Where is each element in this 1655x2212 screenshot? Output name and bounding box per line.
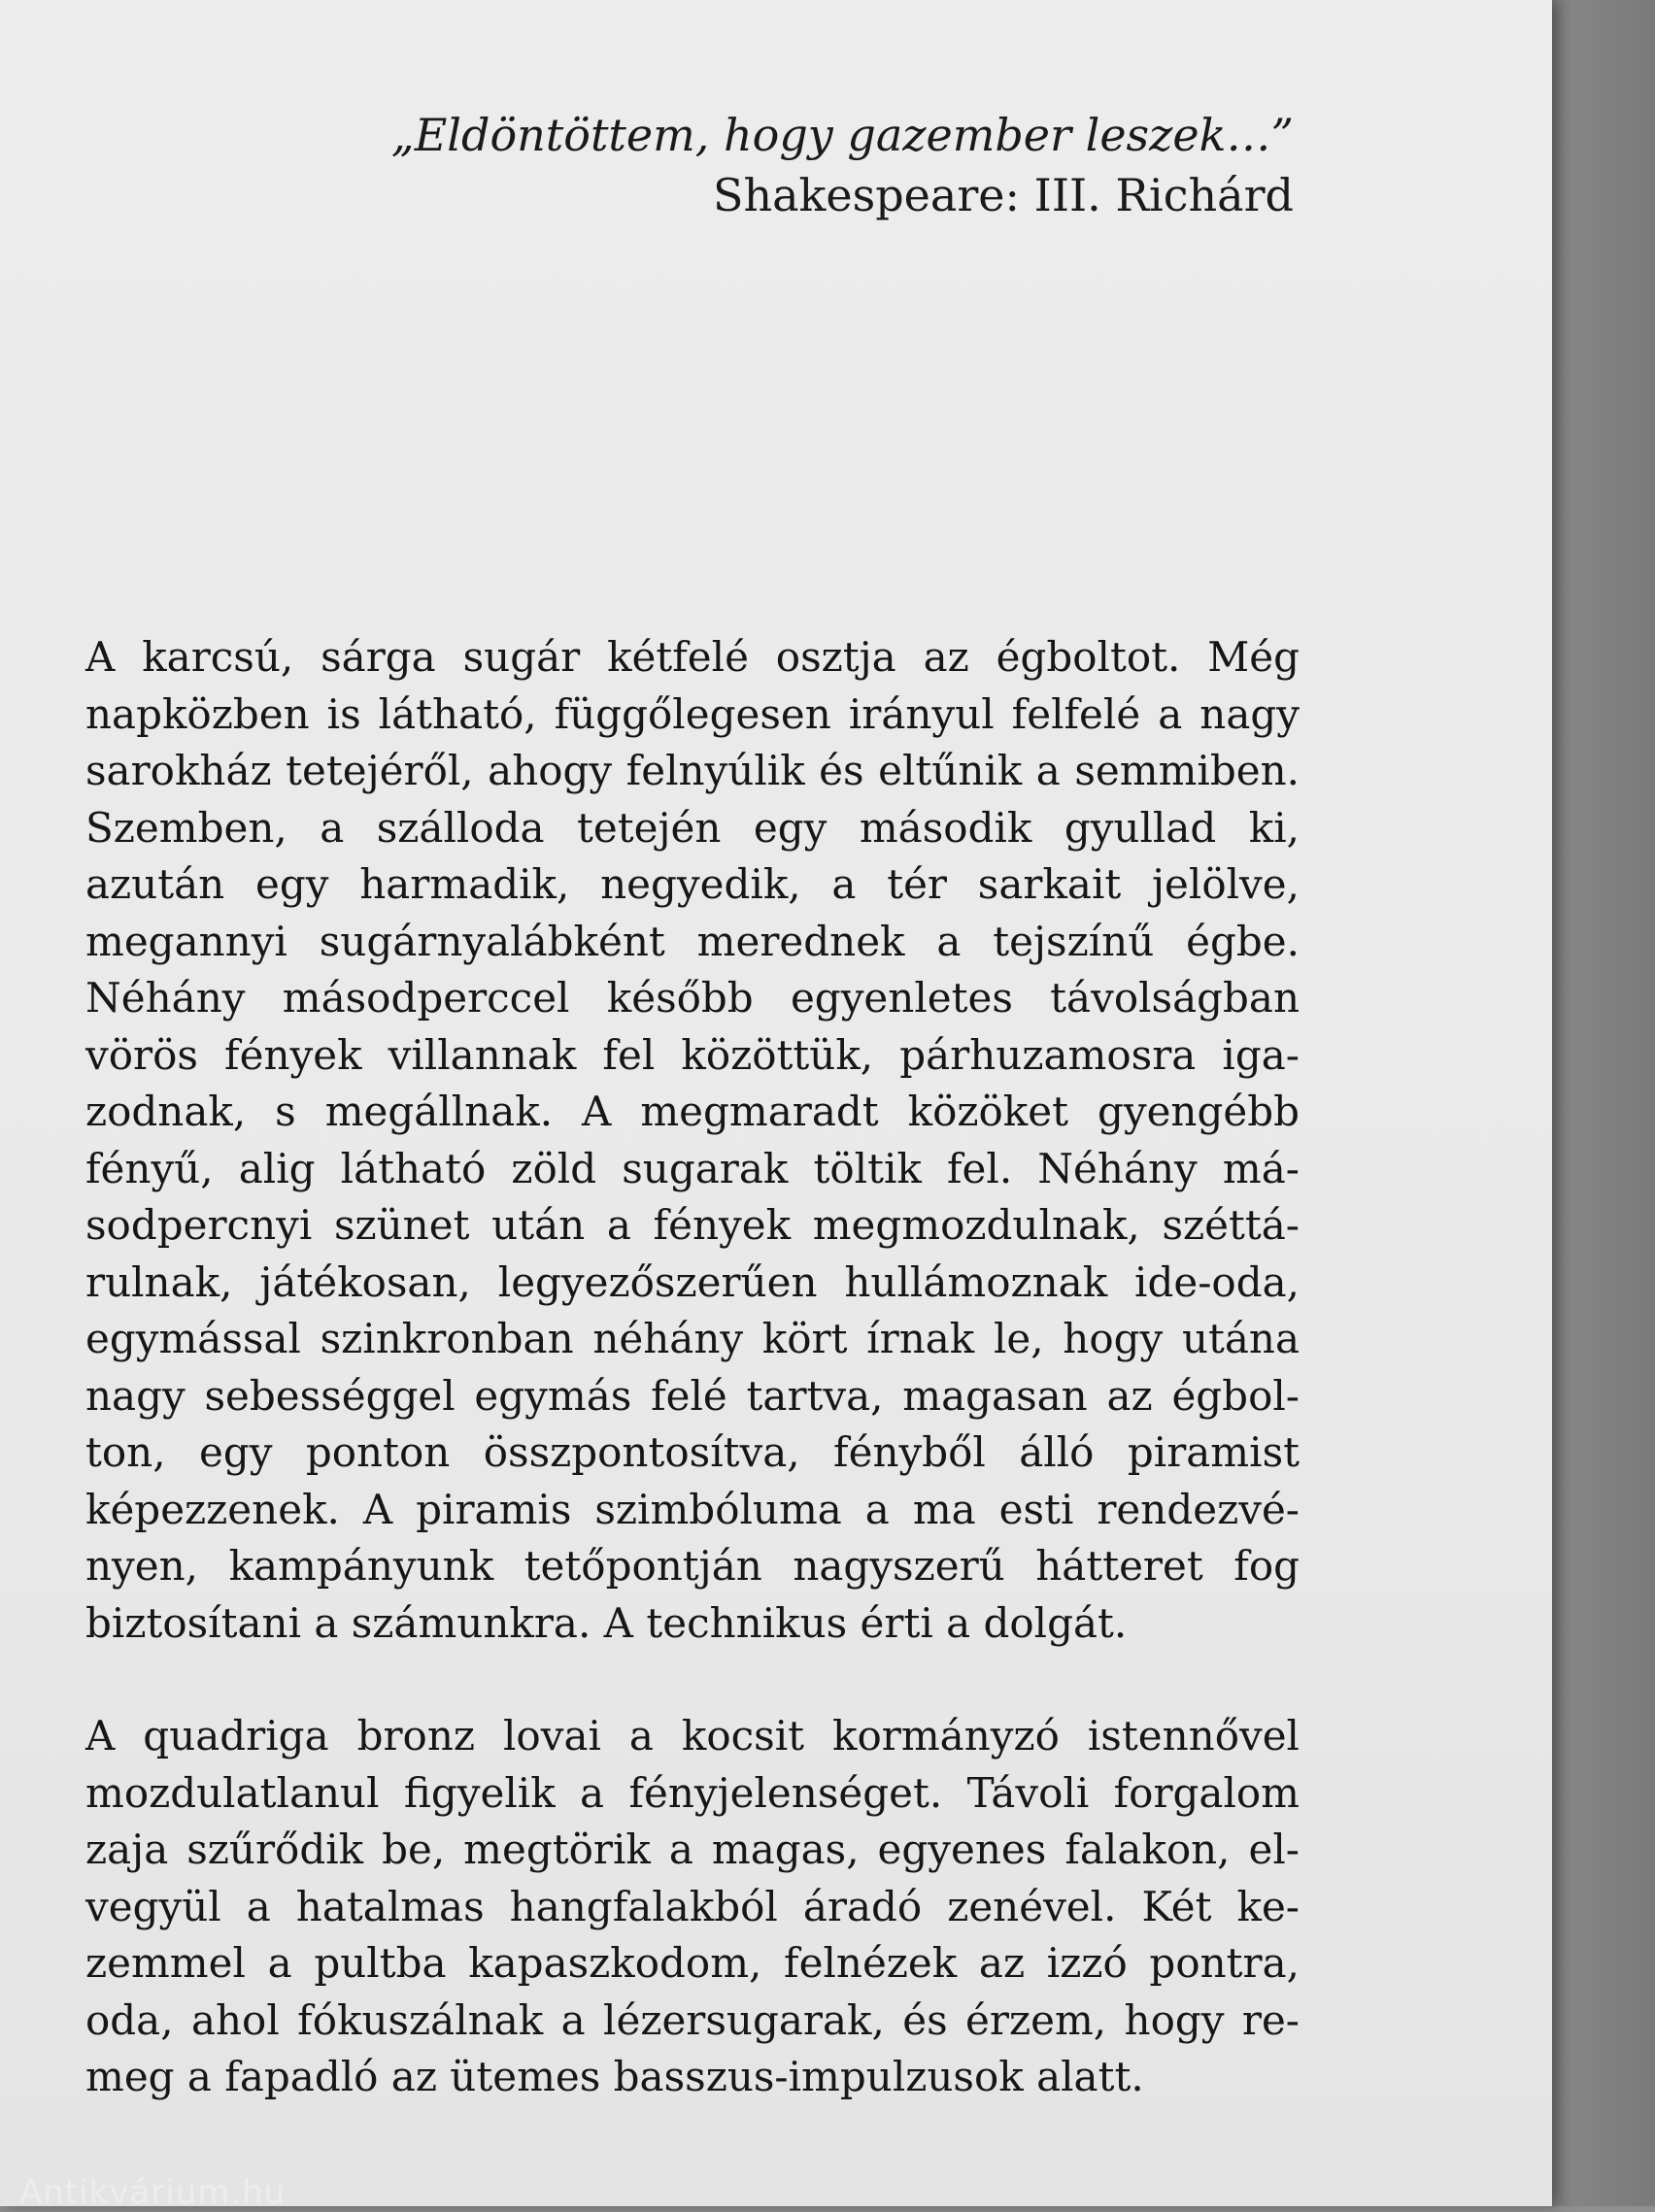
paragraph-1: A karcsú, sárga sugár kétfelé osztja az égboltot. Még napközben is látható, függőlegesen irányul felfelé a nagy sarokház tetejéről, ahogy felnyúlik és eltűnik a semmiben. Szemben, a szálloda tetején egy második gyullad ki, azután egy harmadik, negyedik, a tér sarkait jelölve, megannyi sugárnyalábként merednek a tejszínű égbe. Néhány másodperccel később egyenletes távolságban vörös fények villannak fel közöttük, párhuzamosra igazodnak, s megállnak. A megmaradt közöket gyengébb fényű, alig látható zöld sugarak töltik fel. Néhány másodpercnyi szünet után a fények megmozdulnak, széttárulnak, játékosan, legyezőszerűen hullámoznak ide-oda, egymással szinkronban néhány kört írnak le, hogy utána nagy sebességgel egymás felé tartva, magasan az égbolton, egy ponton összpontosítva, fényből álló piramist képezzenek. A piramis szimbóluma a ma esti rendezvényen, kampányunk tetőpontján nagyszerű hátteret fog biztosítani a számunkra. A technikus érti a dolgát. xyxy=(85,633,1300,1647)
epigraph-quote: „Eldöntöttem, hogy gazember leszek…” xyxy=(390,109,1294,161)
watermark: Antikvárium.hu xyxy=(19,2173,287,2212)
body-text xyxy=(85,629,1300,2106)
epigraph-attribution: Shakespeare: III. Richárd xyxy=(712,169,1294,221)
epigraph xyxy=(391,105,1294,225)
paragraph-2: A quadriga bronz lovai a kocsit kormányzó istennővel mozdulatlanul figyelik a fényjelenséget. Távoli forgalom zaja szűrődik be, megtörik a magas, egyenes falakon, elvegyül a hatalmas hangfalakból áradó zenével. Két kezemmel a pultba kapaszkodom, felnézek az izzó pontra, oda, ahol fókuszálnak a lézersugarak, és érzem, hogy remeg a fapadló az ütemes basszus-impulzusok alatt. xyxy=(85,1712,1300,2100)
